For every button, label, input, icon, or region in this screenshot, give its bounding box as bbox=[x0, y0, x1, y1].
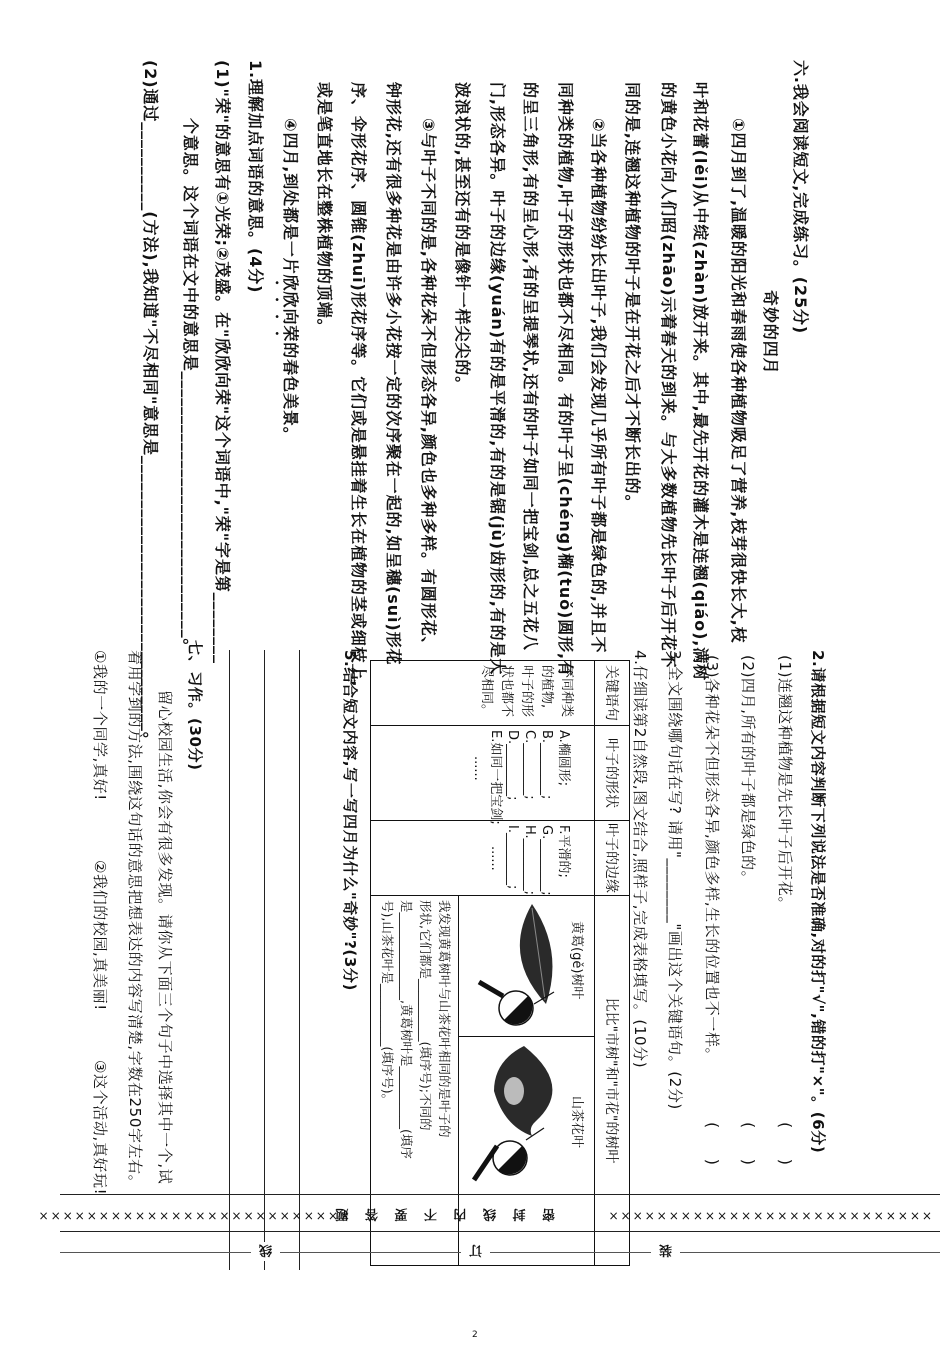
q3-title: 3.全文围绕哪句话在写? 请用"________"画出这个关键语句。(2分) bbox=[666, 650, 684, 1110]
q2-title: 2.请根据短文内容判断下列说法是否准确,对的打"√",错的打"×"。(6分) bbox=[809, 650, 827, 1154]
q2-answer-2[interactable]: ( ) bbox=[739, 1122, 758, 1165]
shape-item: E.如同一把宝剑; bbox=[488, 730, 503, 825]
q5-title: 5.结合短文内容,写一写四月为什么"奇妙"?(3分) bbox=[341, 650, 359, 991]
section-7-option-1: ①我的一个同学,真好! bbox=[91, 650, 109, 801]
section-7-option-3: ③这个活动,真好玩! bbox=[91, 1060, 109, 1196]
binding-label-ding: 订 bbox=[461, 1242, 490, 1261]
header-leaf-shape: 叶子的形状 bbox=[595, 726, 630, 821]
section-7-prompt-cont: 着用学到的方法,围绕这句话的意思把想表达的内容写清楚,字数在250字左右。 bbox=[126, 650, 144, 1191]
passage-line: ③与叶子不同的是,各种花朵不但形态各异,颜色也多种多样。有圆形花、 bbox=[419, 118, 438, 654]
margin-warning: 密 封 线 内 不 要 答 题 bbox=[329, 1206, 555, 1221]
q2-item-1: (1)连翘这种植物是先长叶子后开花。 bbox=[776, 655, 794, 913]
passage-line: ②当各种植物纷纷长出叶子,我们会发现几乎所有叶子都是绿色的,并且不 bbox=[589, 118, 608, 654]
page-number: 2 bbox=[472, 1330, 478, 1340]
edge-blank[interactable]: G.________; bbox=[539, 825, 554, 896]
compare-line[interactable]: 号),山茶花叶是__________(填序号)。 bbox=[380, 900, 395, 1107]
magnifier-icon bbox=[479, 982, 533, 1025]
leaf1-label: 黄葛(gě)树叶 bbox=[569, 921, 584, 1000]
section-7-title: 七、习作。(30分) bbox=[186, 640, 204, 771]
passage-line: 叶和花蕾(lěi)从中绽(zhàn)放开来。其中,最先开花的灌木是连翘(qiáo),满树 bbox=[691, 82, 710, 682]
compare-line: 我发现黄葛树叶与山茶花叶相同的是叶子的 bbox=[437, 900, 452, 1138]
edge-blank[interactable]: H.________; bbox=[522, 825, 537, 896]
binding-label-xian: 线 bbox=[251, 1242, 280, 1261]
passage-line: 门,形态各异。叶子的边缘(yuán)有的是平滑的,有的是锯(jù)齿形的,有的是大 bbox=[488, 82, 507, 676]
key-sentence-cell bbox=[371, 661, 595, 726]
edge-ellipsis: ...... bbox=[488, 846, 503, 871]
binding-label-zhuang: 装 bbox=[651, 1242, 680, 1261]
q2-answer-3[interactable]: ( ) bbox=[703, 1122, 722, 1165]
q4-title: 4.仔细读第2自然段,图文结合,照样子,完成表格填写。(10分) bbox=[631, 650, 649, 1069]
edge-blank[interactable]: I.________; bbox=[505, 825, 520, 890]
section-7-option-2: ②我们的校园,真美丽! bbox=[91, 860, 109, 1011]
margin-line bbox=[60, 1231, 940, 1232]
passage-line: 同种类的植物,叶子的形状也都不尽相同。有的叶子呈(chéng)椭(tuǒ)圆形,有 bbox=[556, 82, 575, 677]
passage-line: 序、伞形花序、圆锥(zhuī)形花序等。它们或是悬挂着生长在植物的茎或细枝上, bbox=[349, 82, 368, 688]
passage-line: 的呈三角形,有的呈心形,有的呈提琴状,还有的叶子如同一把宝剑,总之五花八 bbox=[521, 82, 540, 651]
edge-item: F.平滑的; bbox=[556, 825, 571, 878]
banyan-leaf-image bbox=[520, 904, 553, 1004]
key-sentence-line: 叶子的形 bbox=[519, 665, 534, 718]
p4-emphasized-word: 欣欣向荣 bbox=[281, 274, 300, 343]
header-compare-leaves: 比比"市树"和"市花"的树叶 bbox=[595, 896, 630, 1266]
p4-before: ④四月,到处都是一片 bbox=[281, 118, 300, 275]
key-sentence-line: 状也都不 bbox=[499, 665, 514, 718]
header-leaf-edge: 叶子的边缘 bbox=[595, 821, 630, 896]
passage-line: 或是笔直地长在整株植物的顶端。 bbox=[315, 82, 334, 336]
leaf-shape-cell[interactable] bbox=[371, 726, 595, 825]
shape-blank[interactable]: D.________; bbox=[505, 730, 520, 801]
q1-part2[interactable]: (2)通过__________(方法),我知道"不尽相同"意思是_______________________________。 bbox=[141, 60, 160, 749]
compare-line[interactable]: 是______________,黄葛树叶是__________(填序 bbox=[399, 900, 414, 1159]
passage-line: 同的是,连翘这种植物的叶子是在开花之后才不断长出的。 bbox=[623, 82, 642, 512]
margin-line bbox=[60, 1194, 940, 1195]
camellia-leaf-image bbox=[494, 1046, 552, 1136]
q5-answer-line[interactable] bbox=[229, 650, 230, 1270]
magnifier-icon bbox=[474, 1141, 527, 1180]
shape-item: A.椭圆形; bbox=[556, 730, 571, 787]
q4-table bbox=[370, 660, 630, 1266]
shape-blank[interactable]: B.________; bbox=[539, 730, 554, 800]
passage-title: 奇妙的四月 bbox=[761, 290, 780, 375]
q1-title: 1.理解加点词语的意思。(4分) bbox=[246, 60, 265, 294]
passage-line: 波浪状的,甚至还有的是像针一样尖尖的。 bbox=[453, 82, 472, 394]
header-key-sentence: 关键语句 bbox=[595, 661, 630, 726]
key-sentence-line: 的植物, bbox=[539, 665, 554, 709]
leaf2-label: 山茶花叶 bbox=[569, 1096, 584, 1149]
q2-item-2: (2)四月,所有的叶子都是绿色的。 bbox=[739, 655, 757, 887]
section-6-title: 六.我会阅读短文,完成练习。(25分) bbox=[791, 60, 810, 335]
section-7-prompt: 留心校园生活,你会有很多发现。请你从下面三个句子中选择其中一个,试 bbox=[156, 690, 174, 1185]
passage-line: 的黄色小花向人们昭(zhāo)示着春天的到来。与大多数植物先长叶子后开花不 bbox=[659, 82, 678, 669]
q5-answer-line[interactable] bbox=[299, 650, 300, 1270]
leaf-edge-cell[interactable] bbox=[371, 821, 595, 896]
compare-text[interactable] bbox=[378, 896, 454, 1159]
q1-part1-cont[interactable]: 个意思。这个词语在文中的意思是______________________________。 bbox=[181, 118, 200, 656]
binding-dash-line bbox=[60, 1252, 940, 1253]
compare-line[interactable]: 形状,它们都是__________(填序号);不同的 bbox=[418, 900, 433, 1131]
key-sentence-line: 尽相同。 bbox=[479, 665, 494, 718]
q2-answer-1[interactable]: ( ) bbox=[776, 1122, 795, 1165]
passage-line: ①四月到了,温暖的阳光和春雨使各种植物吸足了营养,枝芽很快长大,枝 bbox=[729, 118, 748, 644]
q5-answer-line[interactable] bbox=[264, 650, 265, 1270]
shape-ellipsis: ...... bbox=[471, 756, 486, 781]
passage-line: 钟形花,还有很多种花是由许多小花按一定的次序聚在一起的,如呈穗(suì)形花 bbox=[384, 82, 403, 666]
passage-paragraph-4 bbox=[272, 118, 300, 444]
key-sentence-line: 不同种类 bbox=[559, 665, 574, 718]
binding-margin bbox=[36, 1190, 940, 1265]
q1-part1[interactable]: (1)"荣"的意思有①光荣;②茂盛。在"欣欣向荣"这个词语中,"荣"字是第________ bbox=[213, 60, 232, 664]
shape-blank[interactable]: C.________; bbox=[522, 730, 537, 800]
crosses-left: ××××××××××××××××××××××××××× bbox=[606, 1209, 932, 1223]
q2-item-3: (3)各种花朵不但形态各异,颜色多样,生长的位置也不一样。 bbox=[703, 655, 721, 1064]
p4-after: 的春色美景。 bbox=[281, 342, 300, 444]
crosses-right: ×××××××××××××××××××××××××× bbox=[36, 1209, 350, 1223]
